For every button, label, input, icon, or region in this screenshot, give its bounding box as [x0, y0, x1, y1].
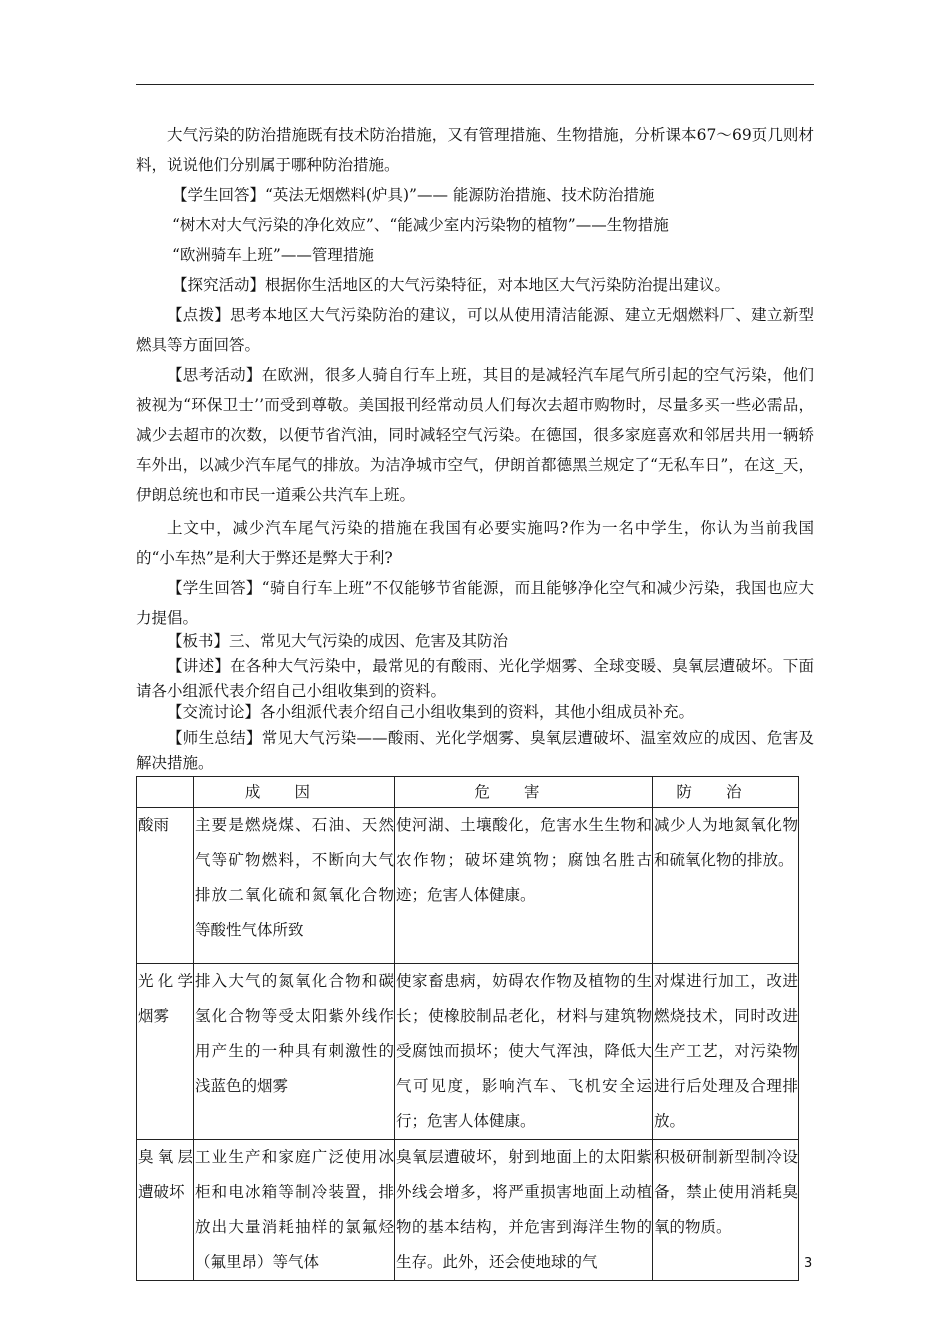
- table-header-cause: 成因: [194, 777, 395, 808]
- cell-harm: 使家畜患病，妨碍农作物及植物的生长；使橡胶制品老化，材料与建筑物受腐蚀而损坏；使大气浑浊，降低大气可见度，影响汽车、飞机安全运行；危害人体健康。: [395, 964, 653, 1140]
- table-row: [137, 964, 799, 1140]
- cell-harm: 使河湖、土壤酸化，危害水生生物和农作物；破坏建筑物；腐蚀名胜古迹；危害人体健康。: [395, 808, 653, 964]
- row-label-photochemical-smog: 光化学烟雾: [137, 964, 194, 1140]
- table-header-blank: [137, 777, 194, 808]
- table-header-control: 防治: [653, 777, 799, 808]
- thinking-activity: 【思考活动】在欧洲，很多人骑自行车上班，其目的是减轻汽车尾气所引起的空气污染，他们被视为“环保卫士’’而受到尊敬。美国报刊经常动员人们每次去超市购物时，尽量多买一些必需品，减少去超市的次数，以便节省汽油，同时减轻空气污染。在德国，很多家庭喜欢和邻居共用一辆轿车外出，以减少汽车尾气的排放。为洁净城市空气，伊朗首都德黑兰规定了“无私车日”，在这_天，伊朗总统也和市民一道乘公共汽车上班。: [136, 366, 814, 504]
- cell-cause: 排入大气的氮氧化合物和碳氢化合物等受太阳紫外线作用产生的一种具有刺激性的浅蓝色的烟雾: [194, 964, 395, 1140]
- header-rule: [136, 84, 814, 85]
- inquiry-activity: 【探究活动】根据你生活地区的大气污染特征，对本地区大气污染防治提出建议。: [172, 276, 731, 294]
- row-label-ozone-depletion: 臭氧层遭破坏: [137, 1140, 194, 1281]
- page-number: 3: [804, 1256, 813, 1271]
- lecture-paragraph: 【讲述】在各种大气污染中，最常见的有酸雨、光化学烟雾、全球变暖、臭氧层遭破坏。下面请各小组派代表介绍自己小组收集到的资料。: [136, 657, 814, 700]
- hint-paragraph: 【点拨】思考本地区大气污染防治的建议，可以从使用清洁能源、建立无烟燃料厂、建立新型燃具等方面回答。: [136, 306, 814, 354]
- board-writing: 【板书】三、常见大气污染的成因、危害及其防治: [167, 632, 509, 650]
- cell-control: 减少人为地氮氧化物和硫氧化物的排放。: [653, 808, 799, 964]
- cell-cause: 主要是燃烧煤、石油、天然气等矿物燃料，不断向大气排放二氧化硫和氮氧化合物等酸性气体所致: [194, 808, 395, 964]
- cell-control: 积极研制新型制冷设备，禁止使用消耗臭氧的物质。: [653, 1140, 799, 1281]
- table-row: [137, 808, 799, 964]
- cell-cause: 工业生产和家庭广泛使用冰柜和电冰箱等制冷装置，排放出大量消耗抽样的氯氟烃（氟里昂）等气体: [194, 1140, 395, 1281]
- pollution-table: [136, 776, 799, 1281]
- table-header-row: [137, 777, 799, 808]
- paragraph-intro: 大气污染的防治措施既有技术防治措施，又有管理措施、生物措施，分析课本67～69页几则材料，说说他们分别属于哪种防治措施。: [136, 126, 814, 174]
- student-answer-3: “欧洲骑车上班”——管理措施: [172, 246, 374, 264]
- student-answer-1: 【学生回答】“英法无烟燃料(炉具)”—— 能源防治措施、技术防治措施: [172, 186, 655, 204]
- cell-control: 对煤进行加工，改进燃烧技术，同时改进生产工艺，对污染物进行后处理及合理排放。: [653, 964, 799, 1140]
- question-paragraph: 上文中，减少汽车尾气污染的措施在我国有必要实施吗?作为一名中学生，你认为当前我国的“小车热”是利大于弊还是弊大于利?: [136, 519, 814, 567]
- table-row: [137, 1140, 799, 1281]
- summary-paragraph: 【师生总结】常见大气污染——酸雨、光化学烟雾、臭氧层遭破坏、温室效应的成因、危害及解决措施。: [136, 729, 814, 772]
- table-header-harm: 危害: [395, 777, 653, 808]
- discussion-paragraph: 【交流讨论】各小组派代表介绍自己小组收集到的资料，其他小组成员补充。: [167, 703, 695, 721]
- cell-harm: 臭氧层遭破坏，射到地面上的太阳紫外线会增多，将严重损害地面上动植物的基本结构，并危害到海洋生物的生存。此外，还会使地球的气: [395, 1140, 653, 1281]
- row-label-acid-rain: 酸雨: [137, 808, 194, 964]
- student-answer-2: “树木对大气污染的净化效应”、“能减少室内污染物的植物”——生物措施: [172, 216, 669, 234]
- student-answer-4: 【学生回答】“骑自行车上班”不仅能够节省能源，而且能够净化空气和减少污染，我国也应大力提倡。: [136, 579, 814, 627]
